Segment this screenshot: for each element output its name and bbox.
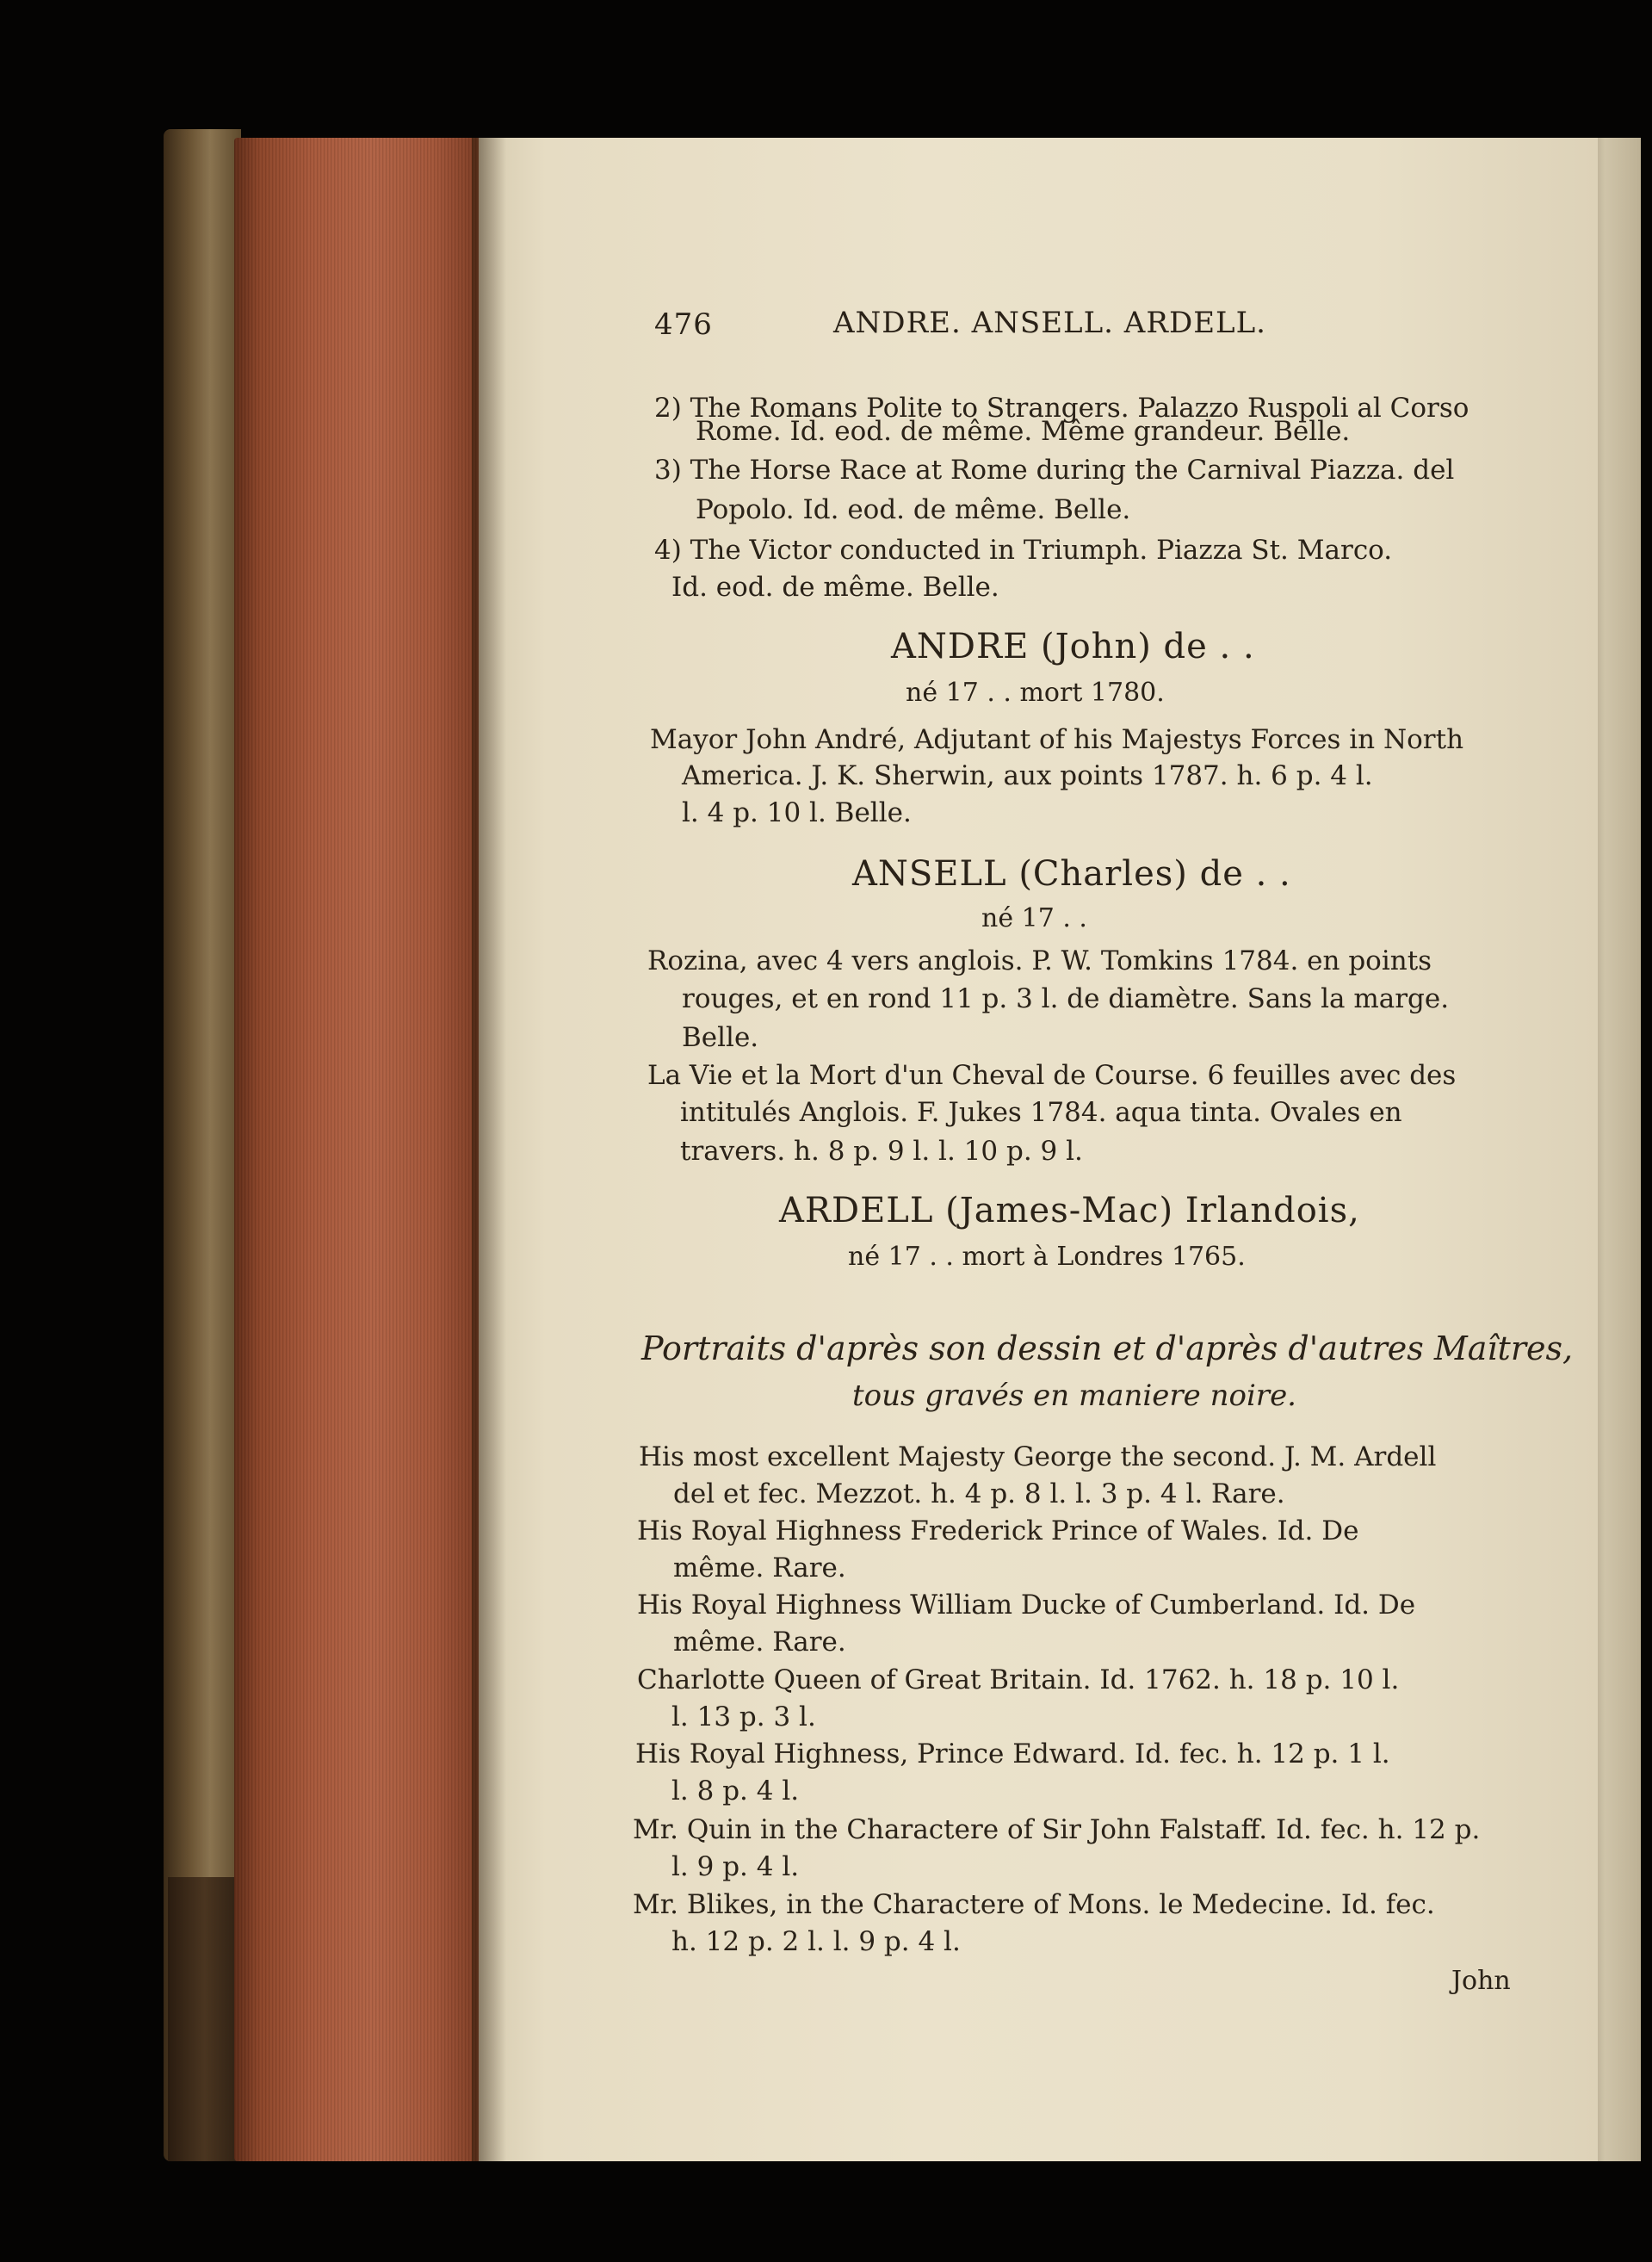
artist-heading: ANSELL (Charles) de . . bbox=[852, 854, 1291, 894]
entry-line: l. 8 p. 4 l. bbox=[671, 1776, 800, 1807]
artist-dates: né 17 . . mort à Londres 1765. bbox=[848, 1242, 1246, 1272]
entry-line: His Royal Highness William Ducke of Cumberland. Id. De bbox=[637, 1590, 1416, 1621]
entry-line: del et fec. Mezzot. h. 4 p. 8 l. l. 3 p. 4 l. Rare. bbox=[673, 1478, 1285, 1509]
entry-line: His Royal Highness, Prince Edward. Id. fec. h. 12 p. 1 l. bbox=[635, 1738, 1390, 1769]
book-cover-lower bbox=[168, 1877, 241, 2161]
entry-line: Rome. Id. eod. de même. Même grandeur. Belle. bbox=[696, 416, 1351, 447]
entry-line: His Royal Highness Frederick Prince of Wales. Id. De bbox=[637, 1515, 1359, 1546]
entry-line: 3) The Horse Race at Rome during the Carnival Piazza. del bbox=[654, 455, 1455, 486]
entry-line: travers. h. 8 p. 9 l. l. 10 p. 9 l. bbox=[680, 1136, 1083, 1167]
artist-dates: né 17 . . bbox=[981, 903, 1087, 933]
section-subtitle: tous gravés en maniere noire. bbox=[852, 1379, 1296, 1413]
entry-line: America. J. K. Sherwin, aux points 1787. h. 6 p. 4 l. bbox=[682, 760, 1373, 791]
entry-line: même. Rare. bbox=[673, 1552, 846, 1583]
entry-line: Charlotte Queen of Great Britain. Id. 1762. h. 18 p. 10 l. bbox=[637, 1664, 1400, 1695]
entry-line: Mr. Blikes, in the Charactere of Mons. le Medecine. Id. fec. bbox=[633, 1889, 1435, 1920]
section-title: Portraits d'après son dessin et d'après d'autres Maîtres, bbox=[641, 1329, 1574, 1367]
entry-line: Belle. bbox=[682, 1022, 759, 1053]
entry-line: Rozina, avec 4 vers anglois. P. W. Tomkins 1784. en points bbox=[647, 945, 1432, 976]
catchword: John bbox=[1451, 1966, 1511, 1996]
entry-line: Mr. Quin in the Charactere of Sir John Falstaff. Id. fec. h. 12 p. bbox=[633, 1814, 1481, 1845]
gutter-shadow bbox=[472, 138, 506, 2161]
artist-heading: ANDRE (John) de . . bbox=[891, 627, 1255, 666]
entry-line: 4) The Victor conducted in Triumph. Piazza St. Marco. bbox=[654, 535, 1393, 566]
entry-line: l. 13 p. 3 l. bbox=[671, 1701, 816, 1732]
entry-line: His most excellent Majesty George the second. J. M. Ardell bbox=[639, 1441, 1437, 1472]
entry-line: Id. eod. de même. Belle. bbox=[671, 572, 999, 603]
entry-line: l. 4 p. 10 l. Belle. bbox=[682, 797, 912, 828]
entry-line: Popolo. Id. eod. de même. Belle. bbox=[696, 494, 1131, 525]
entry-line: La Vie et la Mort d'un Cheval de Course. 6 feuilles avec des bbox=[647, 1060, 1457, 1091]
entry-line: 2) The Romans Polite to Strangers. Palazzo Ruspoli al Corso bbox=[654, 393, 1469, 424]
entry-line: intitulés Anglois. F. Jukes 1784. aqua tinta. Ovales en bbox=[680, 1097, 1402, 1128]
page-edge bbox=[234, 138, 484, 2161]
entry-line: l. 9 p. 4 l. bbox=[671, 1851, 800, 1882]
book-cover bbox=[164, 129, 241, 2161]
entry-line: même. Rare. bbox=[673, 1627, 846, 1658]
entry-line: rouges, et en rond 11 p. 3 l. de diamètre. Sans la marge. bbox=[682, 983, 1450, 1014]
running-title: ANDRE. ANSELL. ARDELL. bbox=[833, 306, 1266, 340]
entry-line: h. 12 p. 2 l. l. 9 p. 4 l. bbox=[671, 1926, 961, 1957]
page-number: 476 bbox=[654, 307, 713, 342]
artist-dates: né 17 . . mort 1780. bbox=[906, 678, 1165, 708]
artist-heading: ARDELL (James-Mac) Irlandois, bbox=[779, 1191, 1360, 1230]
entry-line: Mayor John André, Adjutant of his Majestys Forces in North bbox=[650, 724, 1464, 755]
